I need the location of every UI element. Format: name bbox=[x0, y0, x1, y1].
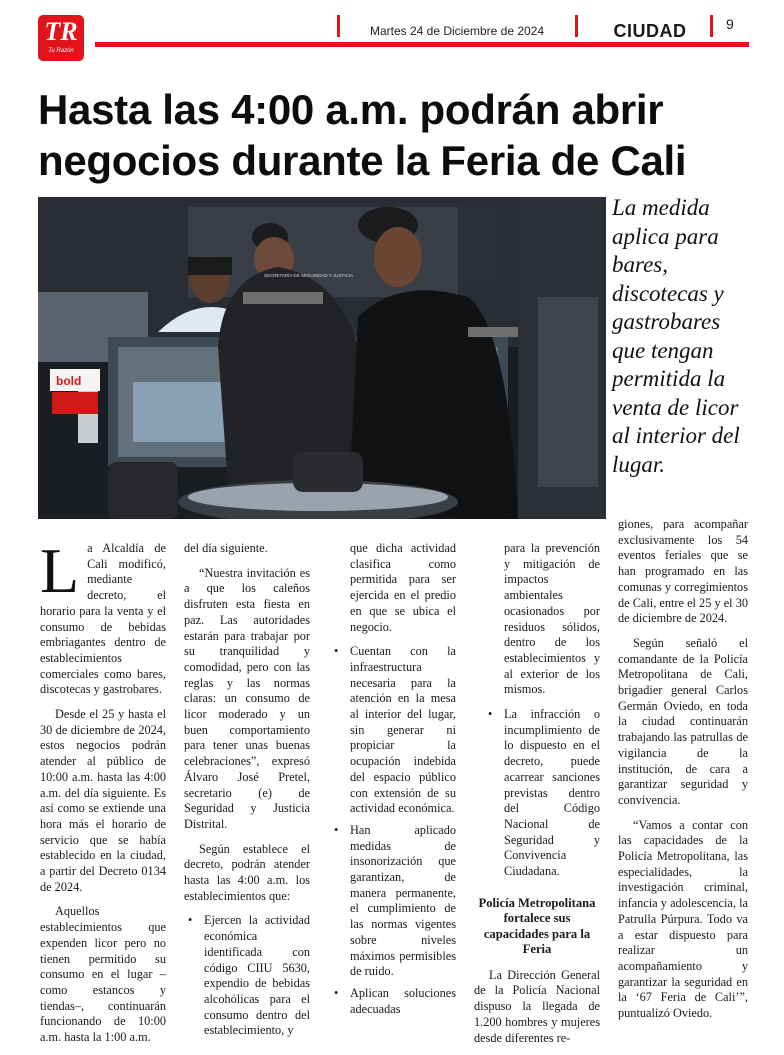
logo-tagline: Tu Razón bbox=[48, 48, 74, 54]
drop-cap: L bbox=[40, 535, 80, 606]
page-number: 9 bbox=[726, 16, 734, 32]
section-subheading: Policía Metropolitana fortalece sus capacidades para la Feria bbox=[478, 895, 596, 957]
article-paragraph: “Vamos a contar con las capacidades de la Policía Metropolitana, las especialidades, la investigación criminal, infancia y adolescencia, la Patrulla Púrpura. Todo va a estar dispuesto para realizar un acompañamiento y garantizar la seguridad en la ‘67 Feria de Cali’”, puntualizó Oviedo. bbox=[618, 817, 748, 1021]
pull-quote: La medida aplica para bares, discotecas y gastrobares que tengan permitida la venta de licor al interior del lugar. bbox=[612, 195, 740, 477]
article-headline: Hasta las 4:00 a.m. podrán abrir negocios durante la Feria de Cali bbox=[38, 86, 687, 184]
masthead-divider bbox=[575, 15, 578, 37]
article-column-4 bbox=[474, 541, 600, 1055]
article-paragraph: Según establece el decreto, podrán atender hasta las 4:00 a.m. los establecimientos que: bbox=[184, 841, 310, 903]
article-paragraph: Desde el 25 y hasta el 30 de diciembre de 2024, estos negocios podrán atender al público de 10:00 a.m. hasta las 4:00 a.m. del día siguiente. Es así como se extiende una hora más el horario de servicio que se había establecido en la ciudad, a partir del Decreto 0134 de 2024. bbox=[40, 707, 166, 894]
article-column-5 bbox=[618, 517, 748, 1031]
list-item: • Han aplicado medidas de insonorización que garantizan, de manera permanente, el cumplimiento de las normas vigentes sobre niveles máximos permisibles de ruido. bbox=[350, 823, 456, 980]
list-item: • La infracción o incumplimiento de lo dispuesto en el decreto, puede acarrear sanciones previstas dentro del Código Nacional de Seguridad y Convivencia Ciudadana. bbox=[504, 707, 600, 880]
article-paragraph: “Nuestra invitación es a que los caleños disfruten esta fiesta en paz. Las autoridades estarán para trabajar por su tranquilidad y comodidad, pero con las reglas y las normas claras: un consumo de licor moderado y un buen comportamiento para tener unas buenas celebraciones”, expresó Álvaro José Pretel, secretario (e) de Seguridad y Justicia Distrital. bbox=[184, 565, 310, 831]
newspaper-logo[interactable] bbox=[38, 15, 84, 61]
article-paragraph: que dicha actividad clasifica como permitida para ser ejercida en el predio en que se ubica el negocio. bbox=[350, 541, 456, 634]
article-column-2 bbox=[184, 541, 310, 1045]
article-paragraph: Aquellos establecimientos que expenden licor pero no tienen permitido su consumo en el lugar –como estancos y tiendas–, continuarán funcionando de 10:00 a.m. hasta la 1:00 a.m. bbox=[40, 904, 166, 1045]
requirements-list bbox=[330, 644, 456, 1017]
article-paragraph: del día siguiente. bbox=[184, 541, 268, 555]
requirements-list bbox=[184, 913, 310, 1039]
article-photo bbox=[38, 197, 606, 519]
logo-monogram: TR bbox=[44, 17, 78, 46]
section-label: CIUDAD bbox=[613, 21, 687, 41]
list-item: • Cuentan con la infraestructura necesaria para la atención en la mesa al interior del lugar, sin generar ni propiciar la ocupación indebida del espacio público con extensión de su actividad económica. bbox=[350, 644, 456, 817]
article-paragraph: La Alcaldía de Cali modificó, mediante decreto, el horario para la venta y el consumo de bebidas embriagantes dentro de establecimientos comerciales como bares, discotecas y gastrobares. bbox=[40, 535, 166, 697]
masthead-divider bbox=[337, 15, 340, 37]
list-item: • Ejercen la actividad económica identificada con código CIIU 5630, expendio de bebidas alcohólicas para el consumo dentro del establecimiento, y bbox=[204, 913, 310, 1039]
masthead-divider bbox=[710, 15, 713, 37]
issue-date: Martes 24 de Diciembre de 2024 bbox=[369, 24, 545, 38]
article-column-1 bbox=[40, 535, 166, 1055]
photo-sign-text: bold bbox=[56, 374, 82, 388]
vest-text: SECRETARÍA DE SEGURIDAD Y JUSTICIA bbox=[264, 273, 354, 278]
list-item: • Aplican soluciones adecuadas bbox=[350, 986, 456, 1017]
requirements-list bbox=[474, 707, 600, 880]
article-paragraph: giones, para acompañar exclusivamente los 54 eventos feriales que se han programado en las comunas y corregimientos de Cali, entre el 25 y el 30 de diciembre de 2024. bbox=[618, 517, 748, 626]
article-paragraph: para la prevención y mitigación de impactos ambientales ocasionados por residuos sólidos, dentro de los establecimientos y al exterior de los mismos. bbox=[504, 541, 600, 697]
article-paragraph: La Dirección General de la Policía Nacional dispuso la llegada de 1.200 hombres y mujeres desde diferentes re- bbox=[474, 967, 600, 1045]
article-column-3 bbox=[330, 541, 456, 1023]
article-paragraph: Según señaló el comandante de la Policía Metropolitana de Cali, brigadier general Carlos Germán Oviedo, en toda la ciudad continuarán trabajando las patrullas de vigilancia de la institución, de cara a garantizar seguridad y convivencia. bbox=[618, 635, 748, 807]
masthead-rule bbox=[95, 42, 749, 47]
